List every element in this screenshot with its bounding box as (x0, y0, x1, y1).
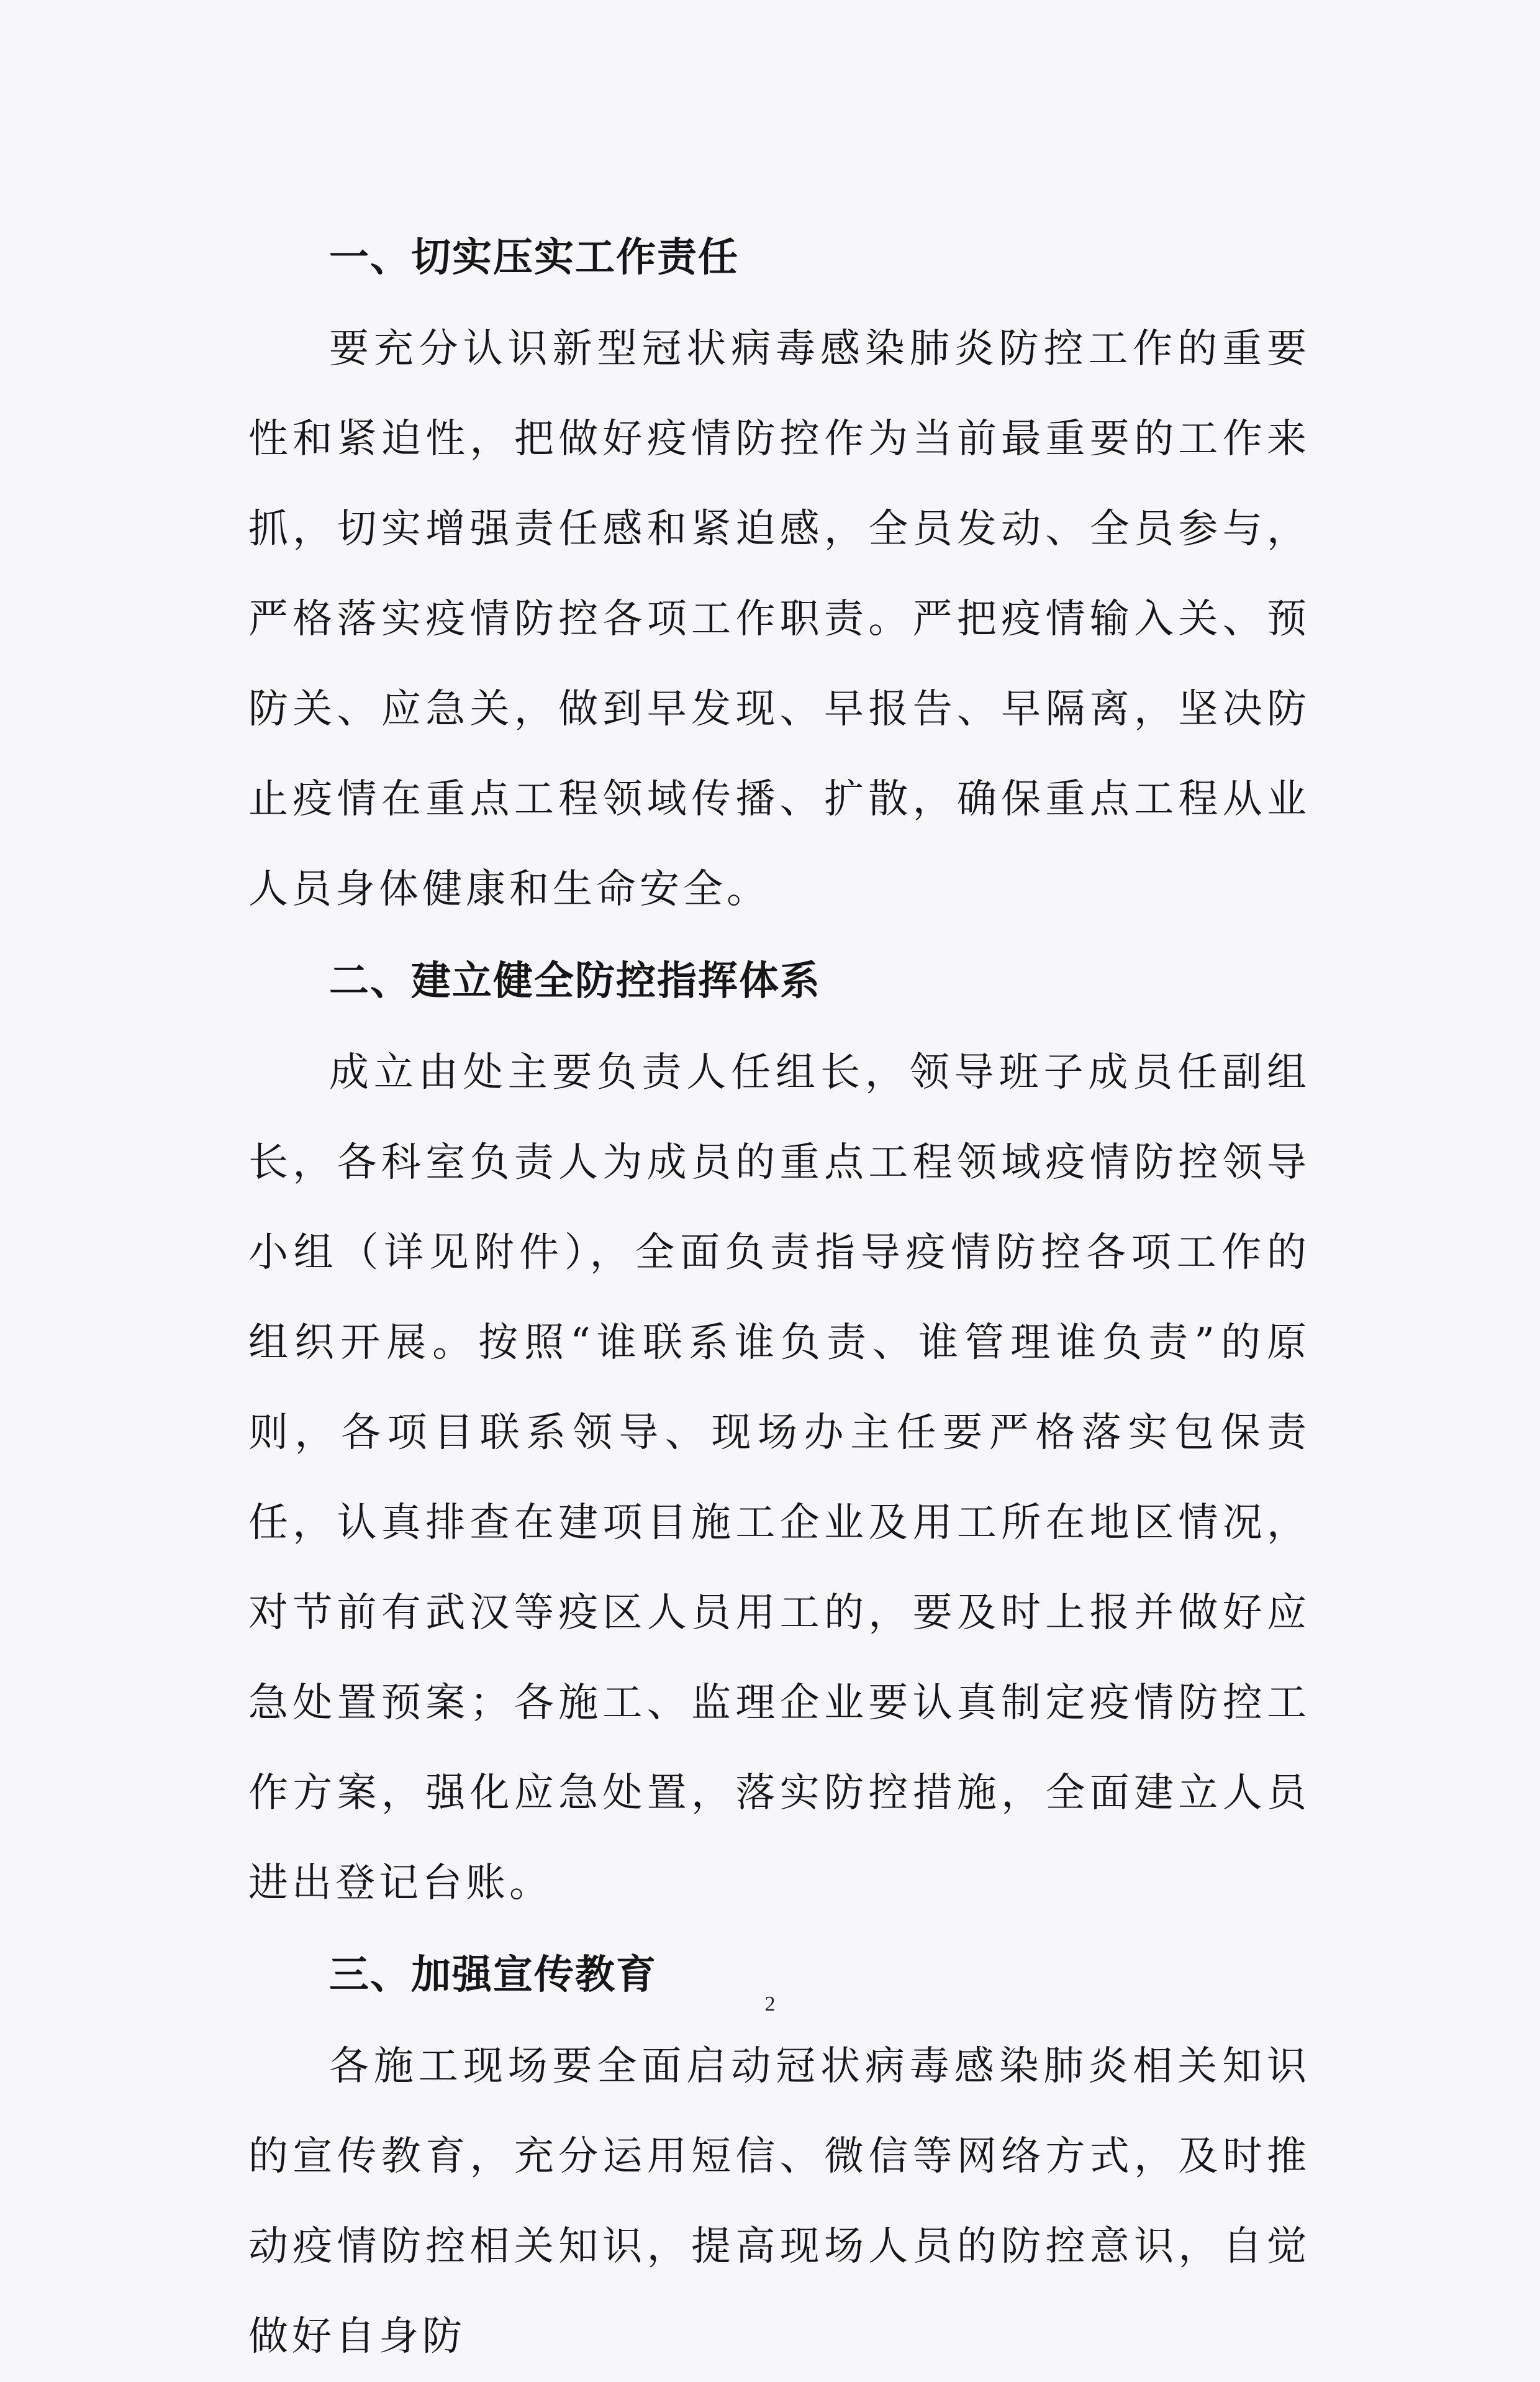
section-heading-3: 三、加强宣传教育 (329, 1952, 657, 1998)
section-paragraph-2: 成立由处主要负责人任组长，领导班子成员任副组长，各科室负责人为成员的重点工程领域疫情防控领导小组（详见附件），全面负责指导疫情防控各项工作的组织开展。按照“谁联系谁负责、谁管理谁负责”的原则，各项目联系领导、现场办主任要严格落实包保责任，认真排查在建项目施工企业及用工所在地区情况，对节前有武汉等疫区人员用工的，要及时上报并做好应急处置预案；各施工、监理企业要认真制定疫情防控工作方案，强化应急处置，落实防控措施，全面建立人员进出登记台账。 (248, 1050, 1310, 1906)
section-paragraph-3: 各施工现场要全面启动冠状病毒感染肺炎相关知识的宣传教育，充分运用短信、微信等网络方式，及时推动疫情防控相关知识，提高现场人员的防控意识，自觉做好自身防 (248, 2043, 1310, 2360)
page-number: 2 (764, 1993, 776, 2016)
section-heading-1: 一、切实压实工作责任 (329, 235, 739, 281)
section-heading-2: 二、建立健全防控指挥体系 (329, 958, 821, 1004)
document-body (248, 211, 1310, 2382)
section-paragraph-1: 要充分认识新型冠状病毒感染肺炎防控工作的重要性和紧迫性，把做好疫情防控作为当前最重要的工作来抓，切实增强责任感和紧迫感，全员发动、全员参与，严格落实疫情防控各项工作职责。严把疫情输入关、预防关、应急关，做到早发现、早报告、早隔离，坚决防止疫情在重点工程领域传播、扩散，确保重点工程从业人员身体健康和生命安全。 (248, 326, 1310, 912)
